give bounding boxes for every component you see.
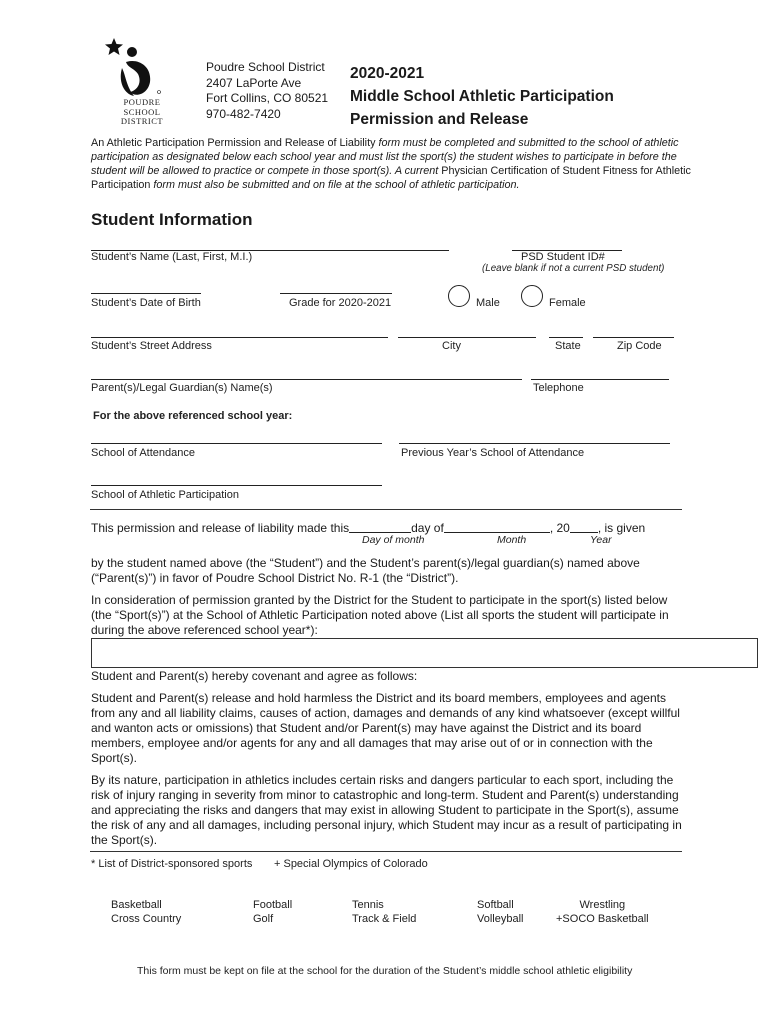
school-year-heading: For the above referenced school year: [93,410,293,422]
month-field[interactable] [444,520,550,533]
release-comma-20: , 20 [549,521,570,535]
zip-field[interactable] [593,337,674,338]
psd-id-label: PSD Student ID# [521,251,605,263]
form-title-line2: Permission and Release [350,111,529,128]
sports-column-3 [352,899,416,926]
intro-physician-form: Physician Certification of Student Fitness for Athletic Participation [91,165,691,191]
sport-item: Cross Country [111,912,182,925]
psd-id-note: (Leave blank if not a current PSD student) [482,263,665,274]
grade-label: Grade for 2020-2021 [289,297,392,309]
sport-item: Golf [253,912,274,925]
form-year: 2020-2021 [350,65,425,82]
grade-field[interactable] [280,293,392,294]
sport-item: Wrestling [579,899,626,911]
footer-note: This form must be kept on file at the school for the duration of the Student’s middle school athletic eligibility [137,965,633,977]
dob-label: Student’s Date of Birth [91,297,201,309]
student-name-label: Student’s Name (Last, First, M.I.) [91,251,253,263]
release-is-given: , is given [597,521,646,535]
sports-column-5 [556,899,649,926]
consideration-paragraph: In consideration of permission granted by the District for the Student to participate in the sport(s) listed below (the “Sport(s)”) at the School of Athletic Participation noted above (List all sports the student will participate in during the above referenced school year*): [91,593,669,637]
release-paragraph: Student and Parent(s) release and hold harmless the District and its board members, employees and agents from any and all liability claims, causes of action, damages and demands of any kind whatsoever (except willful and wanton acts or omissions) that Student and/or Parent(s) may have against the District and its board members, employee and/or agents for any and all damages that may arise out of or in connection with the Sport(s). [91,691,680,765]
covenant-line: Student and Parent(s) hereby covenant and agree as follows: [91,669,418,683]
sports-column-1 [111,899,181,926]
sport-item: Basketball [111,899,162,911]
sport-item: Volleyball [477,912,524,925]
district-street: 2407 LaPorte Ave [206,75,302,90]
sport-item: Football [253,899,293,911]
state-label: State [555,340,581,352]
prev-attendance-field[interactable] [399,443,670,444]
star-icon [105,38,123,55]
sports-list-label: * List of District-sponsored sports [91,858,253,870]
parent-name-label: Parent(s)/Legal Guardian(s) Name(s) [91,382,273,394]
intro-text-1: form must be completed and submitted to the school of athletic participation as designated below each school year and must list the sport(s) the student wishes to participate in before the student will be allowed to practice or compete in those sport(s). A current [91,137,679,177]
section-divider [90,509,682,510]
prev-attendance-label: Previous Year’s School of Attendance [401,447,585,459]
risk-paragraph: By its nature, participation in athletics includes certain risks and dangers particular to each sport, including the risk of injury ranging in severity from minor to catastrophic and long-term. Student and Parent(s) understanding and appreciating the risks and dangers that may exist in allowing Student to participate in the Sport(s), assume the risk of any and all damages, including personal injury, which Student may incur as a result of participating in the Sport(s). [91,773,682,847]
telephone-label: Telephone [533,382,584,394]
attendance-label: School of Attendance [91,447,195,459]
athletic-school-field[interactable] [91,485,382,486]
male-label: Male [476,297,500,309]
zip-label: Zip Code [617,340,662,352]
sports-input-box[interactable] [91,638,758,668]
attendance-field[interactable] [91,443,382,444]
city-label: City [442,340,461,352]
year-caption: Year [590,534,612,546]
sport-item: +SOCO Basketball [556,912,649,925]
sports-column-2 [253,899,292,926]
telephone-field[interactable] [531,379,669,380]
logo-wordmark: POUDRE SCHOOL DISTRICT [120,97,164,126]
parent-name-field[interactable] [91,379,522,380]
sport-item: Track & Field [352,912,417,925]
sports-divider [90,851,682,852]
sports-column-4 [477,899,523,926]
city-field[interactable] [398,337,536,338]
dob-field[interactable] [91,293,201,294]
release-day-of: day of [411,521,444,535]
sport-item: Tennis [352,899,384,911]
sport-item: Softball [477,899,514,911]
street-field[interactable] [91,337,388,338]
district-phone: 970-482-7420 [206,106,281,121]
intro-form-name: An Athletic Participation Permission and Release of Liability [91,137,376,149]
day-field[interactable] [349,520,411,533]
form-title [350,62,614,131]
intro-paragraph [91,136,691,192]
athletic-school-label: School of Athletic Participation [91,489,239,501]
intro-text-2: form must also be submitted and on file at the school of athletic participation. [150,179,520,191]
release-by-paragraph: by the student named above (the “Student”) and the Student’s parent(s)/legal guardian(s) named above (“Parent(s)”) in favor of Poudre School District No. R-1 (the “District”). [91,556,640,585]
female-radio[interactable] [521,285,543,307]
student-info-heading: Student Information [91,210,253,229]
soco-label: + Special Olympics of Colorado [274,858,428,870]
month-caption: Month [497,534,527,546]
female-label: Female [549,297,586,309]
day-caption: Day of month [362,534,425,546]
district-name: Poudre School District [206,60,325,74]
year-field[interactable] [570,520,598,533]
release-line-start: This permission and release of liability made this [91,521,350,535]
male-radio[interactable] [448,285,470,307]
district-city: Fort Collins, CO 80521 [206,91,329,105]
state-field[interactable] [549,337,583,338]
form-title-line1: Middle School Athletic Participation [350,88,614,105]
street-label: Student’s Street Address [91,340,212,352]
district-address [206,60,328,122]
